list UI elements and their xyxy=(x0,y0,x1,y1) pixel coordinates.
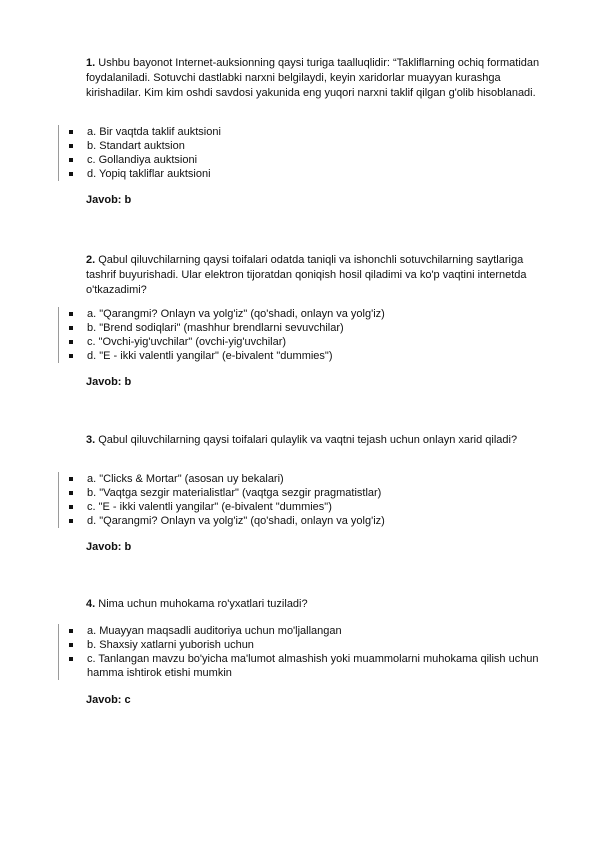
question-1 xyxy=(86,56,556,101)
option-text: a. Muayyan maqsadli auditoriya uchun mo'ljallangan xyxy=(87,625,342,637)
option-text: c. "Ovchi-yig'uvchilar" (ovchi-yig'uvchilar) xyxy=(87,336,287,348)
answer-value: b xyxy=(124,376,132,388)
options-list-4 xyxy=(58,624,559,680)
option-item xyxy=(59,638,559,652)
answer-label: Javob: xyxy=(86,541,122,553)
question-text: Qabul qiluvchilarning qaysi toifalari odatda taniqli va ishonchli sotuvchilarning saytlariga tashrif buyurishadi. Ular elektron tijoratdan qoniqish hosil qiladimi va ko'p vaqtini internetda o'tkazadimi? xyxy=(86,254,527,296)
question-text: Ushbu bayonot Internet-auksionning qaysi turiga taalluqlidir: “Takliflarning ochiq formatidan foydalaniladi. Sotuvchi dastlabki narxni belgilaydi, keyin xaridorlar muayyan kurashga kirishadilar. Kim kim oshdi savdosi yakunida eng yuqori narxni taklif qilgan g'olib hisoblanadi. xyxy=(86,57,540,99)
question-4 xyxy=(86,597,556,612)
answer-label: Javob: xyxy=(86,694,122,706)
bullet-icon xyxy=(69,629,73,633)
bullet-icon xyxy=(69,519,73,523)
option-text: a. "Qarangmi? Onlayn va yolg'iz" (qo'shadi, onlayn va yolg'iz) xyxy=(87,308,385,320)
bullet-icon xyxy=(69,477,73,481)
bullet-icon xyxy=(69,643,73,647)
answer-label: Javob: xyxy=(86,376,122,388)
answer-value: b xyxy=(124,541,132,553)
option-text: a. Bir vaqtda taklif auktsioni xyxy=(87,126,221,138)
question-number: 4. xyxy=(86,598,96,610)
option-item xyxy=(59,500,559,514)
option-item xyxy=(59,472,559,486)
question-3 xyxy=(86,433,556,448)
question-2 xyxy=(86,253,556,298)
option-item xyxy=(59,335,559,349)
question-number: 1. xyxy=(86,57,96,69)
option-item xyxy=(59,153,559,167)
bullet-icon xyxy=(69,158,73,162)
question-text: Qabul qiluvchilarning qaysi toifalari qulaylik va vaqtni tejash uchun onlayn xarid qiladi? xyxy=(98,434,518,446)
option-text: a. "Clicks & Mortar" (asosan uy bekalari) xyxy=(87,473,284,485)
option-item xyxy=(59,486,559,500)
answer-1 xyxy=(86,194,131,206)
question-number: 2. xyxy=(86,254,96,266)
bullet-icon xyxy=(69,657,73,661)
option-item xyxy=(59,125,559,139)
bullet-icon xyxy=(69,130,73,134)
option-item xyxy=(59,349,559,363)
answer-value: b xyxy=(124,194,132,206)
answer-4 xyxy=(86,694,131,706)
option-item xyxy=(59,307,559,321)
option-text: c. Gollandiya auktsioni xyxy=(87,154,198,166)
option-text: d. "E - ikki valentli yangilar" (e-bivalent "dummies") xyxy=(87,350,333,362)
option-text: c. "E - ikki valentli yangilar" (e-bivalent "dummies") xyxy=(87,501,332,513)
option-item xyxy=(59,652,559,680)
option-text: d. Yopiq takliflar auktsioni xyxy=(87,168,211,180)
option-text: c. Tanlangan mavzu bo'yicha ma'lumot almashish yoki muammolarni muhokama qilish uchun hamma ishtirok etishi mumkin xyxy=(87,653,539,679)
bullet-icon xyxy=(69,326,73,330)
option-text: b. Shaxsiy xatlarni yuborish uchun xyxy=(87,639,254,651)
option-item xyxy=(59,139,559,153)
question-text: Nima uchun muhokama ro'yxatlari tuziladi? xyxy=(98,598,308,610)
bullet-icon xyxy=(69,340,73,344)
option-item xyxy=(59,624,559,638)
options-list-1 xyxy=(58,125,559,181)
option-text: b. "Brend sodiqlari" (mashhur brendlarni sevuvchilar) xyxy=(87,322,344,334)
answer-2 xyxy=(86,376,131,388)
bullet-icon xyxy=(69,172,73,176)
option-item xyxy=(59,321,559,335)
answer-label: Javob: xyxy=(86,194,122,206)
bullet-icon xyxy=(69,144,73,148)
option-item xyxy=(59,514,559,528)
bullet-icon xyxy=(69,312,73,316)
bullet-icon xyxy=(69,505,73,509)
option-item xyxy=(59,167,559,181)
question-number: 3. xyxy=(86,434,96,446)
options-list-3 xyxy=(58,472,559,528)
bullet-icon xyxy=(69,491,73,495)
answer-3 xyxy=(86,541,131,553)
option-text: b. "Vaqtga sezgir materialistlar" (vaqtga sezgir pragmatistlar) xyxy=(87,487,382,499)
option-text: b. Standart auktsion xyxy=(87,140,185,152)
bullet-icon xyxy=(69,354,73,358)
answer-value: c xyxy=(124,694,131,706)
options-list-2 xyxy=(58,307,559,363)
option-text: d. "Qarangmi? Onlayn va yolg'iz" (qo'shadi, onlayn va yolg'iz) xyxy=(87,515,385,527)
